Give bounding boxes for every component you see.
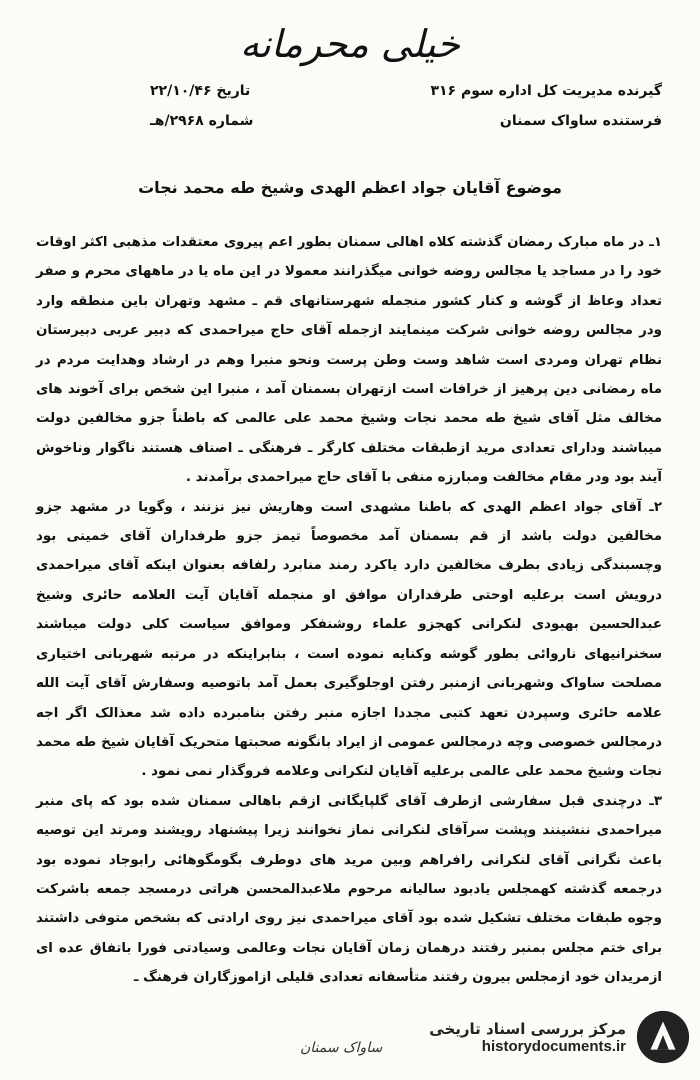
watermark-url: historydocuments.ir — [481, 1037, 626, 1055]
paragraph-1: ۱ـ در ماه مبارک رمضان گذشته کلاه اهالی سمنان بطور اعم پیروی معتقدات مذهبی اکثر اوقات خود را در مساجد یا مجالس روضه خوانی میگذرانند معمولا در این ماه یا در ماههای محرم و صفر تعداد وعاظ از گوشه و کنار کشور منجمله شهرستانهای قم ـ مشهد وتهران باین منطقه وارد ودر مجالس روضه خوانی شرکت مینمایند ازجمله آقای حاج میراحمدی که دبیر عربی دبیرستان نظام تهران ومردی است شاهد وست وطن پرست ونحو منبرا وهم در ارشاد وهدایت مردم در ماه رمضانی دین پرهیز از خرافات است ازتهران بسمنان آمد ، منبرا این شخص برای آخوند های مخالف مثل آقای شیخ طه محمد نجات وشیخ محمد علی عالمی که باطناً جزو مخالفین دولت میباشند ودارای تعدادی مرید ازطبقات مختلف کارگر ـ فرهنگی ـ اصناف هستند ناگوار وناخوش آیند بود ودر مقام مخالفت ومبارزه منفی با آقای حاج میراحمدی برآمدند . — [36, 235, 662, 486]
subject-line: موضوع آقایان جواد اعظم الهدی وشیخ طه محمد نجات — [138, 178, 562, 197]
paragraph-2: ۲ـ آقای جواد اعظم الهدی که باطنا مشهدی است وهاریش نیز نزنند ، وگویا در مشهد جزو مخالفین دولت باشد از قم بسمنان آمد مخصوصاً تیمز جزو طرفداران آقای خمینی بود وچسبندگی زیادی بطرف مخالفین دارد یاکرد رمند منابرد رلفافه بعنوان اینکه آقای میراحمدی درویش است برعلیه اوحتی طرفداران موافق او منجمله آقایان آیت العلامه حائری وشیخ عبدالحسین بهبودی لنکرانی کهجزو علماء روشنفکر وموافق سیاست کلی دولت میباشند سخنرانیهای ناروائی بطور گوشه وکنایه نموده است ، بنابراینکه در مرتبه شهربانی اختیاری مصلحت ساواک وشهربانی ازمنبر رفتن اوجلوگیری بعمل آمد باتوصیه وسفارش آقای آیت الله علامه حائری وسپردن تعهد کتبی مجددا اجازه منبر رفتن بنامبرده داده شد معذالک اگر اجه درمجالس خصوصی وچه درمجالس عمومی از ایراد بانگونه صحبتها متحریک آقایان شیخ طه محمد نجات وشیخ محمد علی عالمی برعلیه آقایان لنکرانی وعلامه فروگذار نمی نمود . — [36, 499, 662, 780]
date-line: تاریخ ۲۲/۱۰/۴۶ — [150, 83, 251, 99]
watermark — [412, 1002, 692, 1072]
handwritten-signature: ساواک سمنان — [300, 1040, 383, 1056]
archive-logo-icon — [634, 1008, 692, 1066]
paragraph-3: ۳ـ درچندی قبل سفارشی ازطرف آقای گلپایگانی ازقم باهالی سمنان شده بود که پای منبر میراحمدی ننشینند وپشت سرآقای لنکرانی نماز نخوانند زیرا پیشنهاد رویشند ومرتد این توصیه باعث نگرانی آقای لنکرانی رافراهم وبین مرید های دوطرف بگومگوهائی رابوجاد نموده بود درجمعه گذشته کهمجلس یادبود سالیانه مرحوم ملاعبدالمحسن هراتی درمسجد جمعه باشرکت وجوه طبقات مختلف تشکیل شده بود آقای میراحمدی نیز روی ارادتی که بشخص متوفی داشتند برای ختم مجلس بمنبر رفتند درهمان زمان آقایان نجات وعالمی وسیادتی فورا باتفاق عده ای ازمریدان خود ازمجلس بیرون رفتند متأسفانه تعدادی قلیلی ازاموزگاران فرهنگ ـ — [36, 793, 662, 986]
sender-line: فرستنده ساواک سمنان — [499, 113, 662, 129]
watermark-fa-text: مرکز بررسی اسناد تاریخی — [429, 1019, 626, 1038]
number-line: شماره ۲۹۶۸/هـ — [150, 113, 254, 129]
recipient-line: گیرنده مدیریت کل اداره سوم ۳۱۶ — [430, 83, 662, 99]
classification-title: خیلی محرمانه — [239, 22, 461, 66]
document-body — [36, 228, 662, 993]
